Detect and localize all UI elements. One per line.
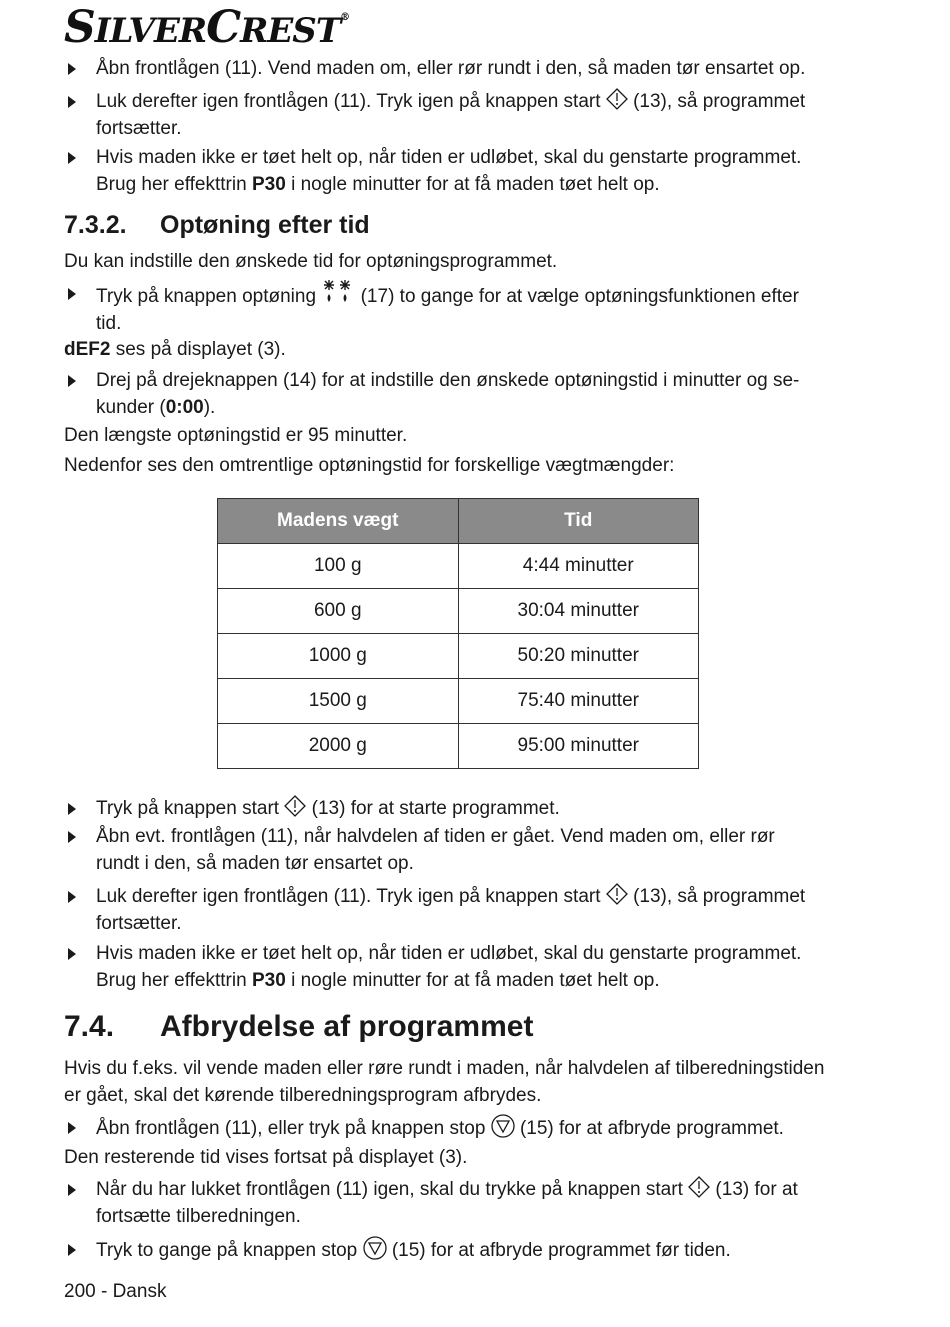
start-icon: [284, 795, 306, 817]
defrost-time-table: [217, 498, 699, 769]
list-item: Åbn frontlågen (11), eller tryk på knappen stop (15) for at afbryde programmet.: [64, 1114, 864, 1142]
block-1: [64, 55, 864, 82]
stop-icon: [491, 1114, 515, 1138]
bullet-arrow-icon: [68, 288, 76, 300]
bullet-arrow-icon: [68, 891, 76, 903]
bullet-arrow-icon: [68, 375, 76, 387]
defrost-icon: [321, 280, 355, 304]
list-item: Tryk på knappen optøning (17) to gange for at vælge optøningsfunktionen efter tid.: [64, 280, 864, 337]
table-row: 100 g 4:44 minutter: [218, 544, 699, 589]
table-intro: Nedenfor ses den omtrentlige optøningstid for forskellige vægtmængder:: [64, 455, 675, 476]
list-item: Drej på drejeknappen (14) for at indstille den ønskede optøningstid i minutter og se- kunder (0:00).: [64, 367, 864, 421]
bullet-arrow-icon: [68, 948, 76, 960]
section-heading-74: 7.4. Afbrydelse af programmet: [64, 1010, 534, 1043]
bullet-arrow-icon: [68, 96, 76, 108]
section-heading-732: 7.3.2. Optøning efter tid: [64, 211, 370, 239]
page-footer: 200 - Dansk: [64, 1281, 167, 1302]
table-header-row: [218, 499, 699, 544]
remaining-time-note: Den resterende tid vises fortsat på displayet (3).: [64, 1147, 468, 1168]
list-item: Når du har lukket frontlågen (11) igen, skal du trykke på knappen start (13) for at fortsætte tilberedningen.: [64, 1176, 864, 1230]
list-item: Hvis maden ikke er tøet helt op, når tiden er udløbet, skal du genstarte programmet. Brug her effekttrin P30 i nogle minutter for at få maden tøet helt op.: [64, 144, 864, 198]
stop-icon: [363, 1236, 387, 1260]
max-time-note: Den længste optøningstid er 95 minutter.: [64, 425, 408, 446]
list-item: Åbn frontlågen (11). Vend maden om, eller rør rundt i den, så maden tør ensartet op.: [64, 55, 864, 82]
list-item: Tryk på knappen start (13) for at starte programmet.: [64, 795, 864, 822]
bullet-arrow-icon: [68, 803, 76, 815]
start-icon: [606, 88, 628, 110]
list-item: Hvis maden ikke er tøet helt op, når tiden er udløbet, skal du genstarte programmet. Brug her effekttrin P30 i nogle minutter for at få maden tøet helt op.: [64, 940, 864, 994]
bullet-arrow-icon: [68, 1122, 76, 1134]
table-row: 2000 g 95:00 minutter: [218, 724, 699, 769]
header-time: Tid: [458, 499, 699, 544]
table-row: 1000 g 50:20 minutter: [218, 634, 699, 679]
table-row: 600 g 30:04 minutter: [218, 589, 699, 634]
bullet-arrow-icon: [68, 1244, 76, 1256]
bullet-arrow-icon: [68, 831, 76, 843]
header-weight: Madens vægt: [218, 499, 459, 544]
silvercrest-logo: SILVERCREST®: [64, 2, 350, 53]
section-intro: Hvis du f.eks. vil vende maden eller røre rundt i maden, når halvdelen af tilberedningstiden er gået, skal det kørende tilberedningsprogram afbrydes.: [64, 1058, 825, 1106]
bullet-arrow-icon: [68, 63, 76, 75]
bullet-arrow-icon: [68, 152, 76, 164]
list-item: Luk derefter igen frontlågen (11). Tryk igen på knappen start (13), så programmet fortsætter.: [64, 883, 864, 937]
start-icon: [606, 883, 628, 905]
table-row: 1500 g 75:40 minutter: [218, 679, 699, 724]
list-item: Åbn evt. frontlågen (11), når halvdelen af tiden er gået. Vend maden om, eller rør rundt i den, så maden tør ensartet op.: [64, 823, 864, 877]
start-icon: [688, 1176, 710, 1198]
bullet-arrow-icon: [68, 1184, 76, 1196]
list-item: Luk derefter igen frontlågen (11). Tryk igen på knappen start (13), så programmet fortsætter.: [64, 88, 864, 142]
section-intro: Du kan indstille den ønskede tid for optøningsprogrammet.: [64, 251, 558, 272]
display-note: dEF2 ses på displayet (3).: [64, 339, 286, 360]
list-item: Tryk to gange på knappen stop (15) for at afbryde programmet før tiden.: [64, 1236, 864, 1264]
